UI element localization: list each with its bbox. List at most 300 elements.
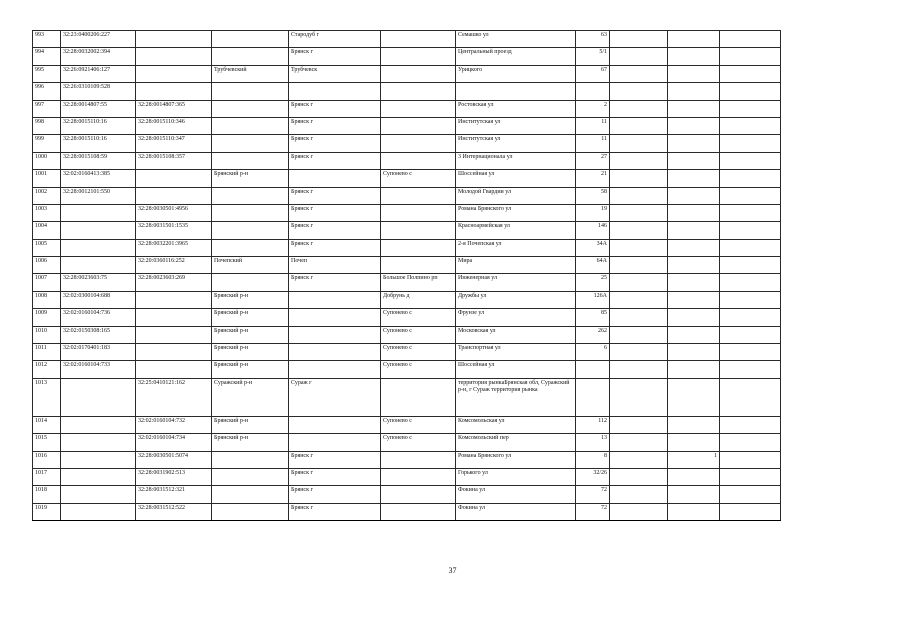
cell-cadastral-number: 32:26:0921406:127 [61, 65, 136, 82]
cell-street: 2-я Почепская ул [456, 239, 576, 256]
cell-cadastral-number: 32:02:0300104:688 [61, 291, 136, 308]
cell-settlement [381, 503, 456, 520]
cell-cadastral-number [61, 378, 136, 416]
table-row [33, 326, 781, 343]
cell-extra-col-3 [720, 309, 781, 326]
cell-street: 3 Интернационала ул [456, 152, 576, 169]
cell-house-number: 63 [576, 31, 610, 48]
cell-city: Брянск г [289, 239, 381, 256]
cell-building-cadastral-number: 32:28:0031501:1535 [136, 222, 212, 239]
cell-row-number: 998 [33, 117, 61, 134]
table-row [33, 274, 781, 291]
cell-building-cadastral-number: 32:28:0031512:321 [136, 486, 212, 503]
cell-city: Сураж г [289, 378, 381, 416]
table-row [33, 204, 781, 221]
cell-cadastral-number: 32:02:0160104:736 [61, 309, 136, 326]
cell-cadastral-number [61, 239, 136, 256]
cell-row-number: 1005 [33, 239, 61, 256]
table-row [33, 100, 781, 117]
cell-cadastral-number [61, 486, 136, 503]
cell-row-number: 1007 [33, 274, 61, 291]
cell-building-cadastral-number: 32:20:0360116:252 [136, 257, 212, 274]
cell-house-number [576, 83, 610, 100]
cell-row-number: 1008 [33, 291, 61, 308]
cell-row-number: 1019 [33, 503, 61, 520]
cell-extra-col-2 [668, 309, 720, 326]
cell-cadastral-number: 32:02:0170401:183 [61, 344, 136, 361]
cell-extra-col-1 [610, 257, 668, 274]
cell-building-cadastral-number: 32:28:0015110:346 [136, 117, 212, 134]
cell-district: Брянский р-н [212, 291, 289, 308]
cell-cadastral-number: 32:28:0012101:550 [61, 187, 136, 204]
cell-building-cadastral-number: 32:28:0031512:522 [136, 503, 212, 520]
cell-extra-col-1 [610, 344, 668, 361]
cell-city [289, 83, 381, 100]
cell-extra-col-3 [720, 361, 781, 378]
cell-extra-col-1 [610, 434, 668, 451]
cell-extra-col-1 [610, 468, 668, 485]
cell-extra-col-2 [668, 274, 720, 291]
cell-street: территория рынкаБрянская обл, Суражский р-н, г Сураж территория рынка [456, 378, 576, 416]
cell-settlement: Супонево с [381, 326, 456, 343]
cell-house-number: 2 [576, 100, 610, 117]
table-row [33, 416, 781, 433]
table-row [33, 222, 781, 239]
cell-settlement [381, 204, 456, 221]
cell-city: Брянск г [289, 486, 381, 503]
cell-extra-col-2 [668, 468, 720, 485]
cell-street: Транспортная ул [456, 344, 576, 361]
cell-settlement: Супонево с [381, 434, 456, 451]
table-row [33, 451, 781, 468]
cell-house-number: 72 [576, 503, 610, 520]
table-row [33, 152, 781, 169]
cell-building-cadastral-number [136, 361, 212, 378]
cell-extra-col-2 [668, 503, 720, 520]
cell-house-number: 146 [576, 222, 610, 239]
cell-extra-col-2 [668, 48, 720, 65]
cell-street: Горького ул [456, 468, 576, 485]
cell-extra-col-2 [668, 117, 720, 134]
cell-row-number: 1016 [33, 451, 61, 468]
cell-settlement [381, 486, 456, 503]
cell-extra-col-3 [720, 503, 781, 520]
cell-extra-col-2 [668, 361, 720, 378]
cell-row-number: 994 [33, 48, 61, 65]
cell-district: Брянский р-н [212, 434, 289, 451]
cell-extra-col-3 [720, 486, 781, 503]
cell-city: Брянск г [289, 451, 381, 468]
cell-cadastral-number: 32:28:0015108:59 [61, 152, 136, 169]
cell-building-cadastral-number: 32:28:0015110:347 [136, 135, 212, 152]
cell-extra-col-1 [610, 503, 668, 520]
cell-extra-col-3 [720, 204, 781, 221]
table-row [33, 378, 781, 416]
cell-building-cadastral-number [136, 344, 212, 361]
cell-building-cadastral-number: 32:02:0160104:732 [136, 416, 212, 433]
cell-extra-col-2 [668, 135, 720, 152]
cell-settlement [381, 65, 456, 82]
cell-extra-col-1 [610, 117, 668, 134]
cell-district [212, 468, 289, 485]
cell-extra-col-1 [610, 170, 668, 187]
cell-district [212, 503, 289, 520]
cell-cadastral-number: 32:28:0032002:394 [61, 48, 136, 65]
cell-settlement [381, 222, 456, 239]
cell-district [212, 274, 289, 291]
table-row [33, 257, 781, 274]
cell-building-cadastral-number: 32:25:0410121:162 [136, 378, 212, 416]
cell-settlement [381, 239, 456, 256]
cell-street: Шоссейная ул [456, 361, 576, 378]
cell-settlement: Добрунь д [381, 291, 456, 308]
cell-street: Институтская ул [456, 135, 576, 152]
cell-district [212, 239, 289, 256]
cell-house-number: 85 [576, 309, 610, 326]
cell-settlement [381, 257, 456, 274]
cell-cadastral-number: 32:23:0400206:227 [61, 31, 136, 48]
cell-street: Комсомольский пер [456, 434, 576, 451]
cell-district: Брянский р-н [212, 326, 289, 343]
cell-city: Брянск г [289, 204, 381, 221]
cell-settlement [381, 117, 456, 134]
cell-city: Брянск г [289, 100, 381, 117]
cell-extra-col-3 [720, 222, 781, 239]
cell-extra-col-1 [610, 65, 668, 82]
cell-house-number: 126А [576, 291, 610, 308]
cell-city [289, 434, 381, 451]
cell-extra-col-1 [610, 451, 668, 468]
cell-cadastral-number: 32:28:0014807:55 [61, 100, 136, 117]
cell-extra-col-1 [610, 48, 668, 65]
cell-cadastral-number [61, 451, 136, 468]
cell-settlement: Супонево с [381, 309, 456, 326]
cell-district: Почепский [212, 257, 289, 274]
cell-cadastral-number [61, 503, 136, 520]
cell-city [289, 344, 381, 361]
cell-row-number: 996 [33, 83, 61, 100]
cell-extra-col-3 [720, 83, 781, 100]
cell-row-number: 999 [33, 135, 61, 152]
cell-district [212, 187, 289, 204]
cell-house-number [576, 361, 610, 378]
cell-building-cadastral-number: 32:28:0032201:3965 [136, 239, 212, 256]
cell-row-number: 1014 [33, 416, 61, 433]
cell-extra-col-2 [668, 416, 720, 433]
cell-house-number: 67 [576, 65, 610, 82]
cell-extra-col-2 [668, 239, 720, 256]
cell-row-number: 1001 [33, 170, 61, 187]
cell-extra-col-3 [720, 416, 781, 433]
property-register-table [32, 30, 781, 521]
cell-district: Суражский р-н [212, 378, 289, 416]
cell-extra-col-3 [720, 65, 781, 82]
cell-row-number: 1002 [33, 187, 61, 204]
cell-building-cadastral-number [136, 326, 212, 343]
cell-street: Молодой Гвардии ул [456, 187, 576, 204]
cell-extra-col-2 [668, 378, 720, 416]
cell-city [289, 291, 381, 308]
cell-row-number: 1000 [33, 152, 61, 169]
cell-extra-col-2 [668, 31, 720, 48]
cell-extra-col-3 [720, 48, 781, 65]
cell-city [289, 170, 381, 187]
cell-settlement [381, 100, 456, 117]
cell-city: Брянск г [289, 135, 381, 152]
cell-house-number: 8 [576, 451, 610, 468]
cell-city: Брянск г [289, 117, 381, 134]
cell-extra-col-2: 1 [668, 451, 720, 468]
cell-extra-col-3 [720, 434, 781, 451]
cell-house-number: 72 [576, 486, 610, 503]
cell-extra-col-3 [720, 451, 781, 468]
cell-extra-col-1 [610, 309, 668, 326]
cell-city: Стародуб г [289, 31, 381, 48]
cell-extra-col-3 [720, 31, 781, 48]
cell-settlement [381, 48, 456, 65]
cell-extra-col-2 [668, 486, 720, 503]
cell-building-cadastral-number [136, 291, 212, 308]
cell-extra-col-2 [668, 65, 720, 82]
cell-district [212, 135, 289, 152]
cell-settlement: Большое Полпино рп [381, 274, 456, 291]
cell-row-number: 1009 [33, 309, 61, 326]
cell-district [212, 31, 289, 48]
cell-settlement [381, 31, 456, 48]
cell-street: Фрунзе ул [456, 309, 576, 326]
cell-street [456, 83, 576, 100]
cell-extra-col-1 [610, 31, 668, 48]
cell-street: Фокина ул [456, 503, 576, 520]
cell-street: Мира [456, 257, 576, 274]
cell-house-number [576, 378, 610, 416]
cell-city [289, 416, 381, 433]
cell-building-cadastral-number [136, 309, 212, 326]
cell-settlement: Супонево с [381, 170, 456, 187]
cell-settlement [381, 378, 456, 416]
table-row [33, 434, 781, 451]
cell-street: Семашко ул [456, 31, 576, 48]
cell-city: Брянск г [289, 274, 381, 291]
cell-house-number: 13 [576, 434, 610, 451]
cell-extra-col-3 [720, 135, 781, 152]
cell-extra-col-2 [668, 170, 720, 187]
cell-extra-col-1 [610, 416, 668, 433]
cell-extra-col-1 [610, 100, 668, 117]
cell-cadastral-number: 32:26:0310109:528 [61, 83, 136, 100]
cell-extra-col-3 [720, 326, 781, 343]
cell-street: Урицкого [456, 65, 576, 82]
cell-district: Трубчевский [212, 65, 289, 82]
cell-building-cadastral-number [136, 170, 212, 187]
cell-cadastral-number: 32:02:0150308:165 [61, 326, 136, 343]
page-number: 37 [448, 566, 457, 575]
cell-house-number: 21 [576, 170, 610, 187]
cell-settlement [381, 83, 456, 100]
cell-district [212, 48, 289, 65]
cell-extra-col-3 [720, 239, 781, 256]
cell-building-cadastral-number: 32:02:0160104:734 [136, 434, 212, 451]
cell-settlement [381, 152, 456, 169]
cell-settlement [381, 187, 456, 204]
cell-cadastral-number: 32:28:0015110:16 [61, 135, 136, 152]
cell-row-number: 993 [33, 31, 61, 48]
cell-street: Дружбы ул [456, 291, 576, 308]
table-row [33, 361, 781, 378]
cell-house-number: 58 [576, 187, 610, 204]
cell-extra-col-3 [720, 291, 781, 308]
cell-extra-col-1 [610, 222, 668, 239]
cell-row-number: 1018 [33, 486, 61, 503]
cell-settlement [381, 135, 456, 152]
cell-extra-col-1 [610, 486, 668, 503]
cell-extra-col-3 [720, 344, 781, 361]
cell-cadastral-number: 32:28:0015110:16 [61, 117, 136, 134]
cell-house-number: 32/26 [576, 468, 610, 485]
cell-extra-col-3 [720, 378, 781, 416]
cell-building-cadastral-number [136, 65, 212, 82]
cell-cadastral-number: 32:02:0160413:385 [61, 170, 136, 187]
cell-house-number: 6 [576, 344, 610, 361]
table-row [33, 135, 781, 152]
cell-city: Брянск г [289, 503, 381, 520]
cell-cadastral-number [61, 434, 136, 451]
cell-street: Романа Брянского ул [456, 204, 576, 221]
cell-district: Брянский р-н [212, 344, 289, 361]
cell-district [212, 117, 289, 134]
cell-extra-col-3 [720, 187, 781, 204]
cell-cadastral-number [61, 222, 136, 239]
cell-building-cadastral-number: 32:28:0023603:269 [136, 274, 212, 291]
cell-extra-col-1 [610, 239, 668, 256]
cell-extra-col-3 [720, 274, 781, 291]
cell-row-number: 1013 [33, 378, 61, 416]
cell-street: Ростовская ул [456, 100, 576, 117]
cell-district [212, 451, 289, 468]
cell-district [212, 100, 289, 117]
cell-extra-col-1 [610, 187, 668, 204]
table-body [33, 31, 781, 521]
cell-district: Брянский р-н [212, 170, 289, 187]
cell-city: Брянск г [289, 152, 381, 169]
cell-building-cadastral-number: 32:28:0030501:4956 [136, 204, 212, 221]
cell-cadastral-number [61, 468, 136, 485]
cell-extra-col-1 [610, 152, 668, 169]
cell-extra-col-2 [668, 83, 720, 100]
cell-settlement: Супонево с [381, 416, 456, 433]
cell-city: Брянск г [289, 187, 381, 204]
cell-street: Институтская ул [456, 117, 576, 134]
cell-building-cadastral-number: 32:28:0014807:365 [136, 100, 212, 117]
cell-house-number: 64А [576, 257, 610, 274]
cell-street: Комсомольская ул [456, 416, 576, 433]
table-row [33, 187, 781, 204]
cell-house-number: 262 [576, 326, 610, 343]
table-row [33, 503, 781, 520]
cell-extra-col-3 [720, 257, 781, 274]
cell-street: Инженерная ул [456, 274, 576, 291]
cell-row-number: 1017 [33, 468, 61, 485]
cell-house-number: 11 [576, 135, 610, 152]
cell-extra-col-3 [720, 117, 781, 134]
table-row [33, 344, 781, 361]
cell-district [212, 222, 289, 239]
cell-extra-col-3 [720, 152, 781, 169]
cell-extra-col-2 [668, 204, 720, 221]
cell-house-number: 34А [576, 239, 610, 256]
cell-extra-col-1 [610, 378, 668, 416]
table-row [33, 117, 781, 134]
cell-row-number: 1012 [33, 361, 61, 378]
cell-extra-col-1 [610, 326, 668, 343]
cell-building-cadastral-number: 32:28:0015108:357 [136, 152, 212, 169]
cell-extra-col-1 [610, 204, 668, 221]
cell-extra-col-2 [668, 222, 720, 239]
cell-row-number: 1003 [33, 204, 61, 221]
cell-row-number: 995 [33, 65, 61, 82]
cell-row-number: 1004 [33, 222, 61, 239]
cell-building-cadastral-number [136, 187, 212, 204]
cell-building-cadastral-number [136, 31, 212, 48]
cell-row-number: 1006 [33, 257, 61, 274]
cell-street: Фокина ул [456, 486, 576, 503]
cell-cadastral-number [61, 204, 136, 221]
cell-district: Брянский р-н [212, 309, 289, 326]
cell-house-number: 11 [576, 117, 610, 134]
table-row [33, 65, 781, 82]
cell-extra-col-2 [668, 291, 720, 308]
cell-street: Романа Брянского ул [456, 451, 576, 468]
cell-extra-col-3 [720, 100, 781, 117]
cell-district [212, 486, 289, 503]
cell-city: Брянск г [289, 48, 381, 65]
table-row [33, 170, 781, 187]
cell-city: Брянск г [289, 222, 381, 239]
cell-settlement [381, 451, 456, 468]
cell-building-cadastral-number: 32:28:0030501:5074 [136, 451, 212, 468]
cell-extra-col-2 [668, 344, 720, 361]
cell-building-cadastral-number [136, 83, 212, 100]
table-row [33, 31, 781, 48]
cell-extra-col-2 [668, 326, 720, 343]
cell-street: Шоссейная ул [456, 170, 576, 187]
cell-extra-col-1 [610, 291, 668, 308]
cell-street: Московская ул [456, 326, 576, 343]
cell-district: Брянский р-н [212, 416, 289, 433]
cell-row-number: 997 [33, 100, 61, 117]
cell-building-cadastral-number: 32:28:0031902:513 [136, 468, 212, 485]
cell-district [212, 204, 289, 221]
cell-city: Брянск г [289, 468, 381, 485]
cell-street: Центральный проезд [456, 48, 576, 65]
cell-house-number: 27 [576, 152, 610, 169]
cell-district: Брянский р-н [212, 361, 289, 378]
table-row [33, 239, 781, 256]
cell-extra-col-2 [668, 187, 720, 204]
cell-cadastral-number [61, 416, 136, 433]
cell-extra-col-2 [668, 152, 720, 169]
cell-cadastral-number: 32:02:0160104:733 [61, 361, 136, 378]
cell-extra-col-1 [610, 274, 668, 291]
cell-building-cadastral-number [136, 48, 212, 65]
cell-city [289, 361, 381, 378]
cell-settlement [381, 468, 456, 485]
cell-row-number: 1011 [33, 344, 61, 361]
cell-extra-col-3 [720, 170, 781, 187]
cell-cadastral-number: 32:28:0023603:75 [61, 274, 136, 291]
cell-city [289, 326, 381, 343]
cell-city: Трубчевск [289, 65, 381, 82]
